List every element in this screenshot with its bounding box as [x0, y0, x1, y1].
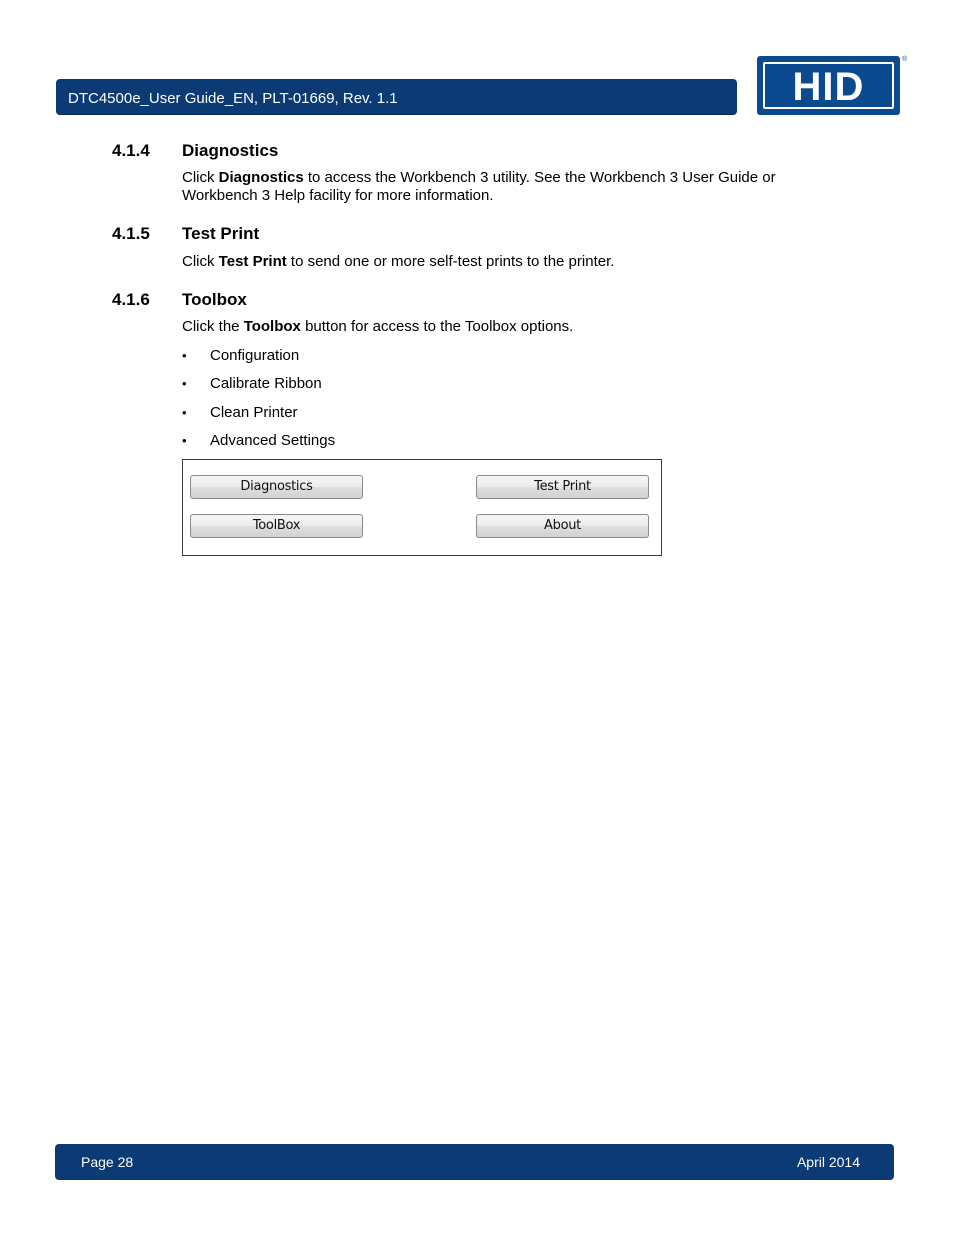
bullet-icon: • — [182, 348, 187, 363]
registered-mark: ® — [902, 56, 908, 63]
section-number: 4.1.6 — [112, 290, 150, 309]
bold-term: Toolbox — [243, 318, 301, 335]
bold-term: Diagnostics — [218, 169, 304, 186]
utility-buttons-panel — [182, 459, 662, 556]
test-print-description — [182, 253, 822, 271]
document-title: DTC4500e_User Guide_EN, PLT-01669, Rev. 1.1 — [68, 90, 398, 107]
publication-date: April 2014 — [796, 1154, 860, 1170]
section-number: 4.1.5 — [112, 224, 150, 243]
toolbox-button[interactable]: ToolBox — [190, 514, 363, 538]
bullet-icon: • — [182, 376, 187, 391]
list-item — [182, 347, 299, 364]
list-item-label: Calibrate Ribbon — [210, 375, 322, 392]
document-header-bar — [56, 79, 737, 114]
bullet-icon: • — [182, 433, 187, 448]
section-title: Test Print — [182, 224, 260, 243]
bold-term: Test Print — [218, 253, 287, 270]
hid-logo-mark — [757, 56, 900, 115]
list-item — [182, 404, 298, 421]
list-item — [182, 432, 335, 449]
section-number: 4.1.4 — [112, 141, 150, 160]
section-heading-toolbox — [112, 290, 247, 310]
text-run: Click — [182, 253, 219, 270]
section-heading-test-print — [112, 224, 259, 244]
section-heading-diagnostics — [112, 141, 278, 161]
page-number: Page 28 — [81, 1154, 134, 1170]
list-item-label: Clean Printer — [210, 404, 298, 421]
text-run: to send one or more self-test prints to the printer. — [286, 253, 615, 270]
section-title: Toolbox — [182, 290, 247, 309]
list-item-label: Configuration — [210, 347, 300, 364]
test-print-button[interactable]: Test Print — [476, 475, 649, 499]
hid-logo — [757, 56, 900, 115]
list-item-label: Advanced Settings — [210, 432, 336, 449]
logo-text: HID — [792, 65, 865, 109]
list-item — [182, 375, 322, 392]
toolbox-description — [182, 318, 822, 336]
text-run: to access the Workbench 3 utility. See the Workbench 3 User Guide or Workbench 3 Help facility for more information. — [182, 169, 776, 204]
text-run: Click the — [182, 318, 244, 335]
diagnostics-button[interactable]: Diagnostics — [190, 475, 363, 499]
about-button[interactable]: About — [476, 514, 649, 538]
text-run: Click — [182, 169, 219, 186]
diagnostics-description — [182, 169, 822, 205]
bullet-icon: • — [182, 405, 187, 420]
document-footer-bar — [55, 1144, 894, 1180]
text-run: button for access to the Toolbox options. — [300, 318, 574, 335]
section-title: Diagnostics — [182, 141, 279, 160]
